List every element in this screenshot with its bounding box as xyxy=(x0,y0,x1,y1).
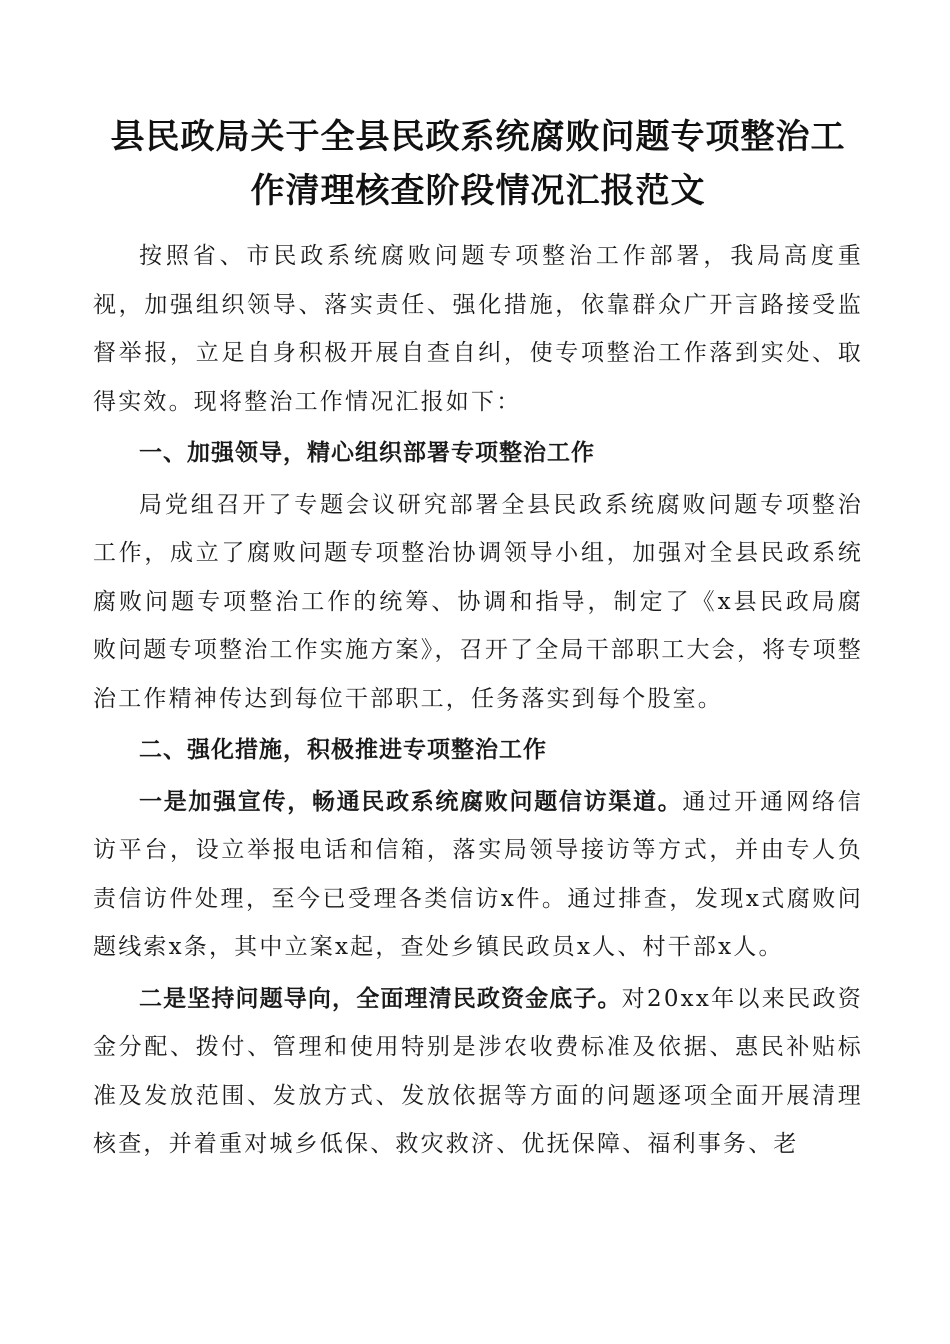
section-1-heading: 一、加强领导，精心组织部署专项整治工作 xyxy=(139,440,595,466)
section-2-item-2-lead: 二是坚持问题导向，全面理清民政资金底子。 xyxy=(139,985,622,1012)
title-line-2: 作清理核查阶段情况汇报范文 xyxy=(250,171,706,211)
document-title xyxy=(93,110,863,218)
section-2-item-2-text: 对20xx年以来民政资金分配、拨付、管理和使用特别是涉农收费标准及依据、惠民补贴标准及发放范围、发放方式、发放依据等方面的问题逐项全面开展清理核查，并着重对城乡低保、救灾救济、优抚保障、福利事务、老 xyxy=(93,985,863,1157)
section-2-item-1-lead: 一是加强宣传，畅通民政系统腐败问题信访渠道。 xyxy=(139,788,683,815)
document-page xyxy=(93,110,863,1169)
document-body xyxy=(93,232,863,1169)
intro-paragraph: 按照省、市民政系统腐败问题专项整治工作部署，我局高度重视，加强组织领导、落实责任、强化措施，依靠群众广开言路接受监督举报，立足自身积极开展自查自纠，使专项整治工作落到实处、取得实效。现将整治工作情况汇报如下： xyxy=(93,243,863,415)
title-line-1: 县民政局关于全县民政系统腐败问题专项整治工 xyxy=(110,117,846,157)
section-2-item-2-paragraph xyxy=(93,975,863,1169)
section-2-heading: 二、强化措施，积极推进专项整治工作 xyxy=(139,737,547,763)
section-1-paragraph: 局党组召开了专题会议研究部署全县民政系统腐败问题专项整治工作，成立了腐败问题专项整治协调领导小组，加强对全县民政系统腐败问题专项整治工作的统筹、协调和指导，制定了《x县民政局腐败问题专项整治工作实施方案》，召开了全局干部职工大会，将专项整治工作精神传达到每位干部职工，任务落实到每个股室。 xyxy=(93,491,863,712)
section-2-item-1-paragraph xyxy=(93,778,863,972)
section-2-item-1-text: 通过开通网络信访平台，设立举报电话和信箱，落实局领导接访等方式，并由专人负责信访件处理，至今已受理各类信访x件。通过排查，发现x式腐败问题线索x条，其中立案x起，查处乡镇民政员x人、村干部x人。 xyxy=(93,788,864,960)
